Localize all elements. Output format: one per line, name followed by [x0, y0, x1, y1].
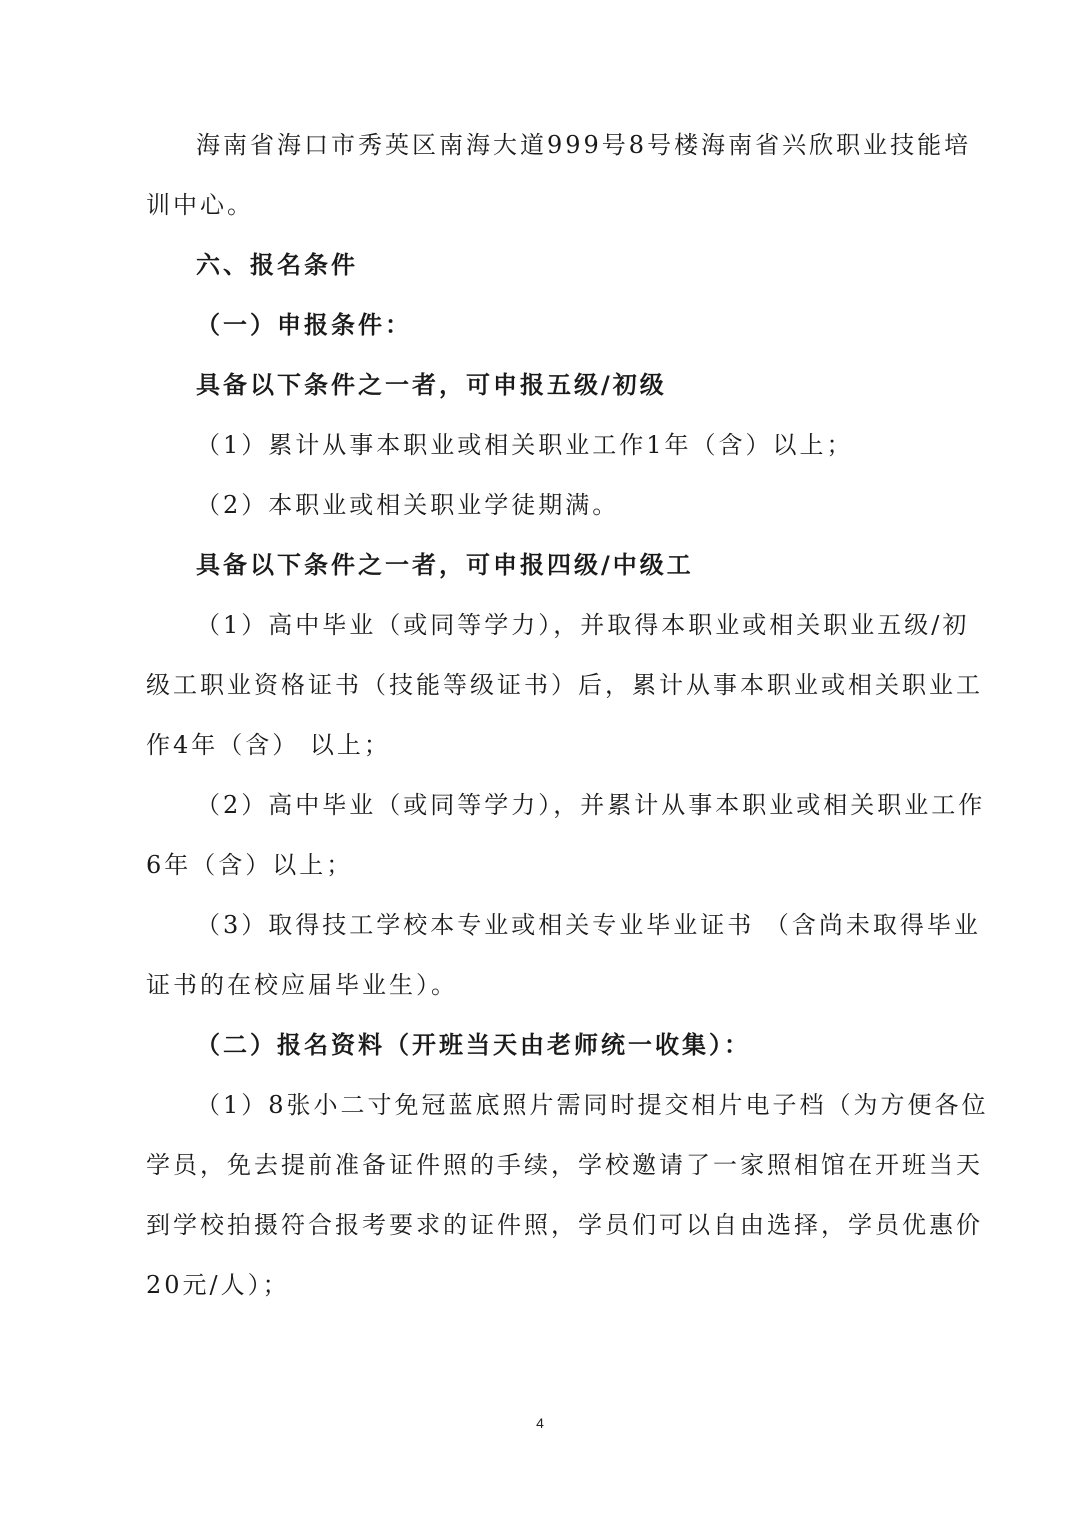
condition-item-level-four-2-line-2: 6年（含）以上； [146, 851, 354, 879]
subsection-heading-application-conditions: （一）申报条件： [196, 311, 412, 339]
paragraph-address-line-2: 训中心。 [146, 191, 254, 219]
condition-item-level-four-2-line-1: （2）高中毕业（或同等学力），并累计从事本职业或相关职业工作 [196, 791, 986, 819]
condition-heading-level-five: 具备以下条件之一者，可申报五级/初级 [196, 371, 667, 399]
condition-item-level-five-1: （1）累计从事本职业或相关职业工作1年（含）以上； [196, 431, 854, 459]
materials-item-1-line-1: （1）8张小二寸免冠蓝底照片需同时提交相片电子档（为方便各位 [196, 1091, 989, 1119]
condition-item-level-four-1-line-3: 作4年（含） 以上； [146, 731, 391, 759]
condition-item-level-four-3-line-2: 证书的在校应届毕业生）。 [146, 971, 458, 999]
paragraph-address-line-1: 海南省海口市秀英区南海大道999号8号楼海南省兴欣职业技能培 [196, 131, 972, 159]
subsection-heading-registration-materials: （二）报名资料（开班当天由老师统一收集）： [196, 1031, 751, 1059]
condition-item-level-four-3-line-1: （3）取得技工学校本专业或相关专业毕业证书 （含尚未取得毕业 [196, 911, 981, 939]
page-number: 4 [536, 1415, 544, 1431]
condition-item-level-four-1-line-2: 级工职业资格证书（技能等级证书）后，累计从事本职业或相关职业工 [146, 671, 983, 699]
section-heading-registration-conditions: 六、报名条件 [196, 251, 358, 279]
materials-item-1-line-3: 到学校拍摄符合报考要求的证件照，学员们可以自由选择，学员优惠价 [146, 1211, 983, 1239]
condition-item-level-four-1-line-1: （1）高中毕业（或同等学力），并取得本职业或相关职业五级/初 [196, 611, 970, 639]
condition-heading-level-four: 具备以下条件之一者，可申报四级/中级工 [196, 551, 694, 579]
materials-item-1-line-4: 20元/人）； [146, 1271, 290, 1299]
materials-item-1-line-2: 学员，免去提前准备证件照的手续，学校邀请了一家照相馆在开班当天 [146, 1151, 983, 1179]
condition-item-level-five-2: （2）本职业或相关职业学徒期满。 [196, 491, 620, 519]
